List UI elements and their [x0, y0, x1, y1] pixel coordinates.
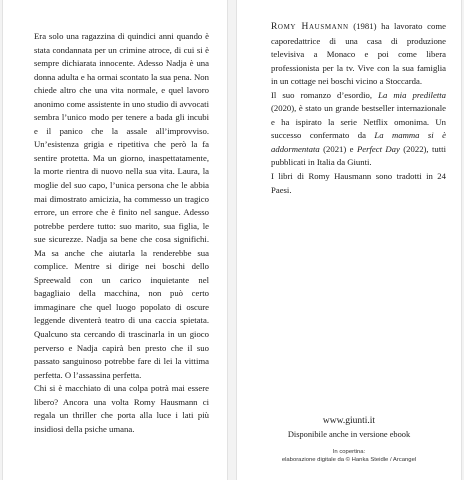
closing-paragraph: Chi si è macchiato di una colpa potrà mai essere libero? Ancora una volta Romy Hausmann ci regala un thriller che porta alla luce i lati più insidiosi della psiche umana.	[34, 383, 209, 434]
bio-paragraph-1	[271, 20, 446, 89]
cover-credit	[237, 448, 461, 464]
left-flap	[2, 0, 228, 480]
synopsis-paragraph: Era solo una ragazzina di quindici anni quando è stata condannata per un crimine atroce, di cui si è sempre dichiarata innocente. Adesso Nadja è una donna adulta e ha ormai scontato la sua pena. Non chiede altro che una vita normale, e quel lavoro anonimo come assistente in uno studio di avvocati sembra l’unico modo per tenere a bada gli incubi e il panico che la assale all’improvviso. Un’esistenza grigia e ripetitiva che però la fa sentire protetta. Ma un giorno, inaspettatamente, la morte rientra di nuovo nella sua vita. Laura, la moglie del suo capo, l’unica persona che le abbia mai dimostrato amicizia, ha commesso un tragico errore, un errore che è finito nel sangue. Adesso potrebbe perdere tutto: suo marito, sua figlia, le sue sicurezze. Nadja sa bene che cosa significhi. Ma sa anche che aiutarla la renderebbe sua complice. Mentre si dirige nei boschi dello Spreewald con un carico inquietante nel bagagliaio della macchina, non può certo immaginare che quel luogo popolato di oscure leggende diventerà teatro di una caccia spietata. Qualcuno sta cercando di trascinarla in un gioco perverso e Nadja capirà ben presto che il suo passato sanguinoso potrebbe fare di lei la vittima perfetta. O l’assassina perfetta.	[34, 31, 209, 380]
author-bio	[271, 20, 446, 197]
bio-paragraph-3: I libri di Romy Hausmann sono tradotti in 24 Paesi.	[271, 171, 446, 195]
publisher-website: www.giunti.it	[322, 416, 376, 426]
bio-paragraph-2	[271, 89, 446, 170]
author-name: Romy Hausmann	[271, 22, 349, 32]
book-title-3: Perfect Day	[356, 143, 400, 154]
cover-label: In copertina:	[332, 449, 366, 455]
cover-credit-text: elaborazione digitale da © Hanka Steidle / Arcangel	[281, 457, 417, 463]
ebook-note: Disponibile anche in versione ebook	[287, 430, 411, 439]
bio-text-2c: (2021) e	[319, 143, 357, 154]
right-flap	[236, 0, 462, 480]
synopsis-text	[34, 30, 209, 436]
bio-text-2d: (2022), tutti pubblicati in Italia da Giunti.	[271, 143, 446, 168]
bio-text-1: (1981) ha lavorato come caporedattrice di una casa di produzione televisiva a Monaco e poi come libera professionista per la tv. Vive con la sua famiglia in un cottage nei boschi vicino a Stoccarda.	[271, 21, 446, 87]
bio-text-2b: (2020), è stato un grande bestseller internazionale e ha ispirato la serie Netflix omonima. Un successo confermato da	[271, 103, 446, 141]
bio-text-2a: Il suo romanzo d’esordio,	[271, 89, 379, 100]
book-title-2: La mamma si è addormentata	[271, 130, 446, 154]
book-title-1: La mia prediletta	[378, 89, 446, 100]
